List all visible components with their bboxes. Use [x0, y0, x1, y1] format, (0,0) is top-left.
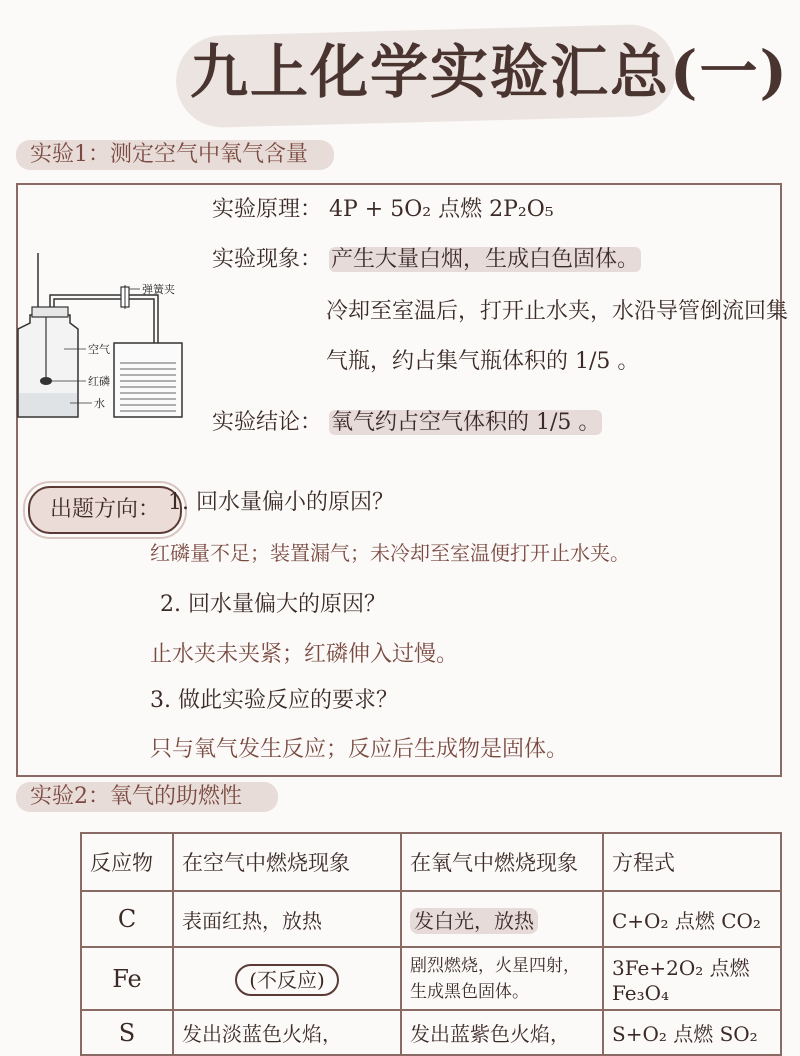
- principle-label: 实验原理：: [212, 197, 323, 222]
- table-cell: [173, 947, 401, 1010]
- table-row: [81, 891, 781, 947]
- answer-1: 红磷量不足；装置漏气；未冷却至室温便打开止水夹。: [150, 541, 630, 565]
- section-2-header: 实验2：氧气的助燃性: [30, 784, 242, 809]
- table-cell: 3Fe+2O₂ 点燃 Fe₃O₄: [603, 947, 781, 1010]
- table-cell: 表面红热，放热: [173, 891, 401, 947]
- table-cell: [401, 891, 603, 947]
- oxygen-combustion-table: [80, 832, 782, 1056]
- principle-row: [212, 195, 554, 225]
- table-header: 在空气中燃烧现象: [173, 833, 401, 891]
- phenomenon-label: 实验现象：: [212, 247, 323, 272]
- answer-2: 止水夹未夹紧；红磷伸入过慢。: [150, 642, 459, 667]
- table-cell: Fe: [81, 947, 173, 1010]
- table-header: 在氧气中燃烧现象: [401, 833, 603, 891]
- clamp-label: 弹簧夹: [142, 283, 175, 296]
- phenomenon-line-2: 冷却至室温后，打开止水夹，水沿导管倒流回集: [326, 299, 789, 324]
- table-header: 反应物: [81, 833, 173, 891]
- phenomenon-line-1: 产生大量白烟，生成白色固体。: [331, 247, 640, 272]
- apparatus-diagram: [8, 245, 198, 425]
- question-1: 1. 回水量偏小的原因？: [168, 490, 394, 515]
- conclusion-label: 实验结论：: [212, 410, 323, 435]
- answer-3: 只与氧气发生反应；反应后生成物是固体。: [150, 737, 569, 762]
- page-title: 九上化学实验汇总(一): [190, 38, 789, 106]
- conclusion-row: [212, 408, 602, 438]
- table-cell: 发出淡蓝色火焰，: [173, 1010, 401, 1055]
- question-2: 2. 回水量偏大的原因？: [160, 592, 386, 617]
- table-cell: 发出蓝紫色火焰，: [401, 1010, 603, 1055]
- question-3: 3. 做此实验反应的要求？: [150, 688, 398, 713]
- no-reaction-note: (不反应): [235, 964, 339, 996]
- highlighted-phenomenon: 发白光，放热: [410, 908, 538, 934]
- section-1-header: 实验1：测定空气中氧气含量: [30, 142, 308, 167]
- table-row: [81, 1010, 781, 1055]
- table-cell: C+O₂ 点燃 CO₂: [603, 891, 781, 947]
- phosphorus-label: 红磷: [88, 375, 110, 388]
- exam-direction-badge: 出题方向：: [28, 486, 182, 534]
- table-header: 方程式: [603, 833, 781, 891]
- table-cell: S: [81, 1010, 173, 1055]
- conclusion-value: 氧气约占空气体积的 1/5 。: [331, 410, 601, 435]
- principle-equation: 4P + 5O₂ 点燃 2P₂O₅: [329, 197, 554, 222]
- table-cell: 剧烈燃烧，火星四射，生成黑色固体。: [401, 947, 603, 1010]
- table-row: [81, 947, 781, 1010]
- air-label: 空气: [88, 343, 110, 356]
- table-header-row: [81, 833, 781, 891]
- phenomenon-line-3: 气瓶，约占集气瓶体积的 1/5 。: [326, 349, 640, 374]
- table-cell: C: [81, 891, 173, 947]
- table-cell: S+O₂ 点燃 SO₂: [603, 1010, 781, 1055]
- water-label: 水: [94, 397, 105, 410]
- phenomenon-row: [212, 245, 641, 275]
